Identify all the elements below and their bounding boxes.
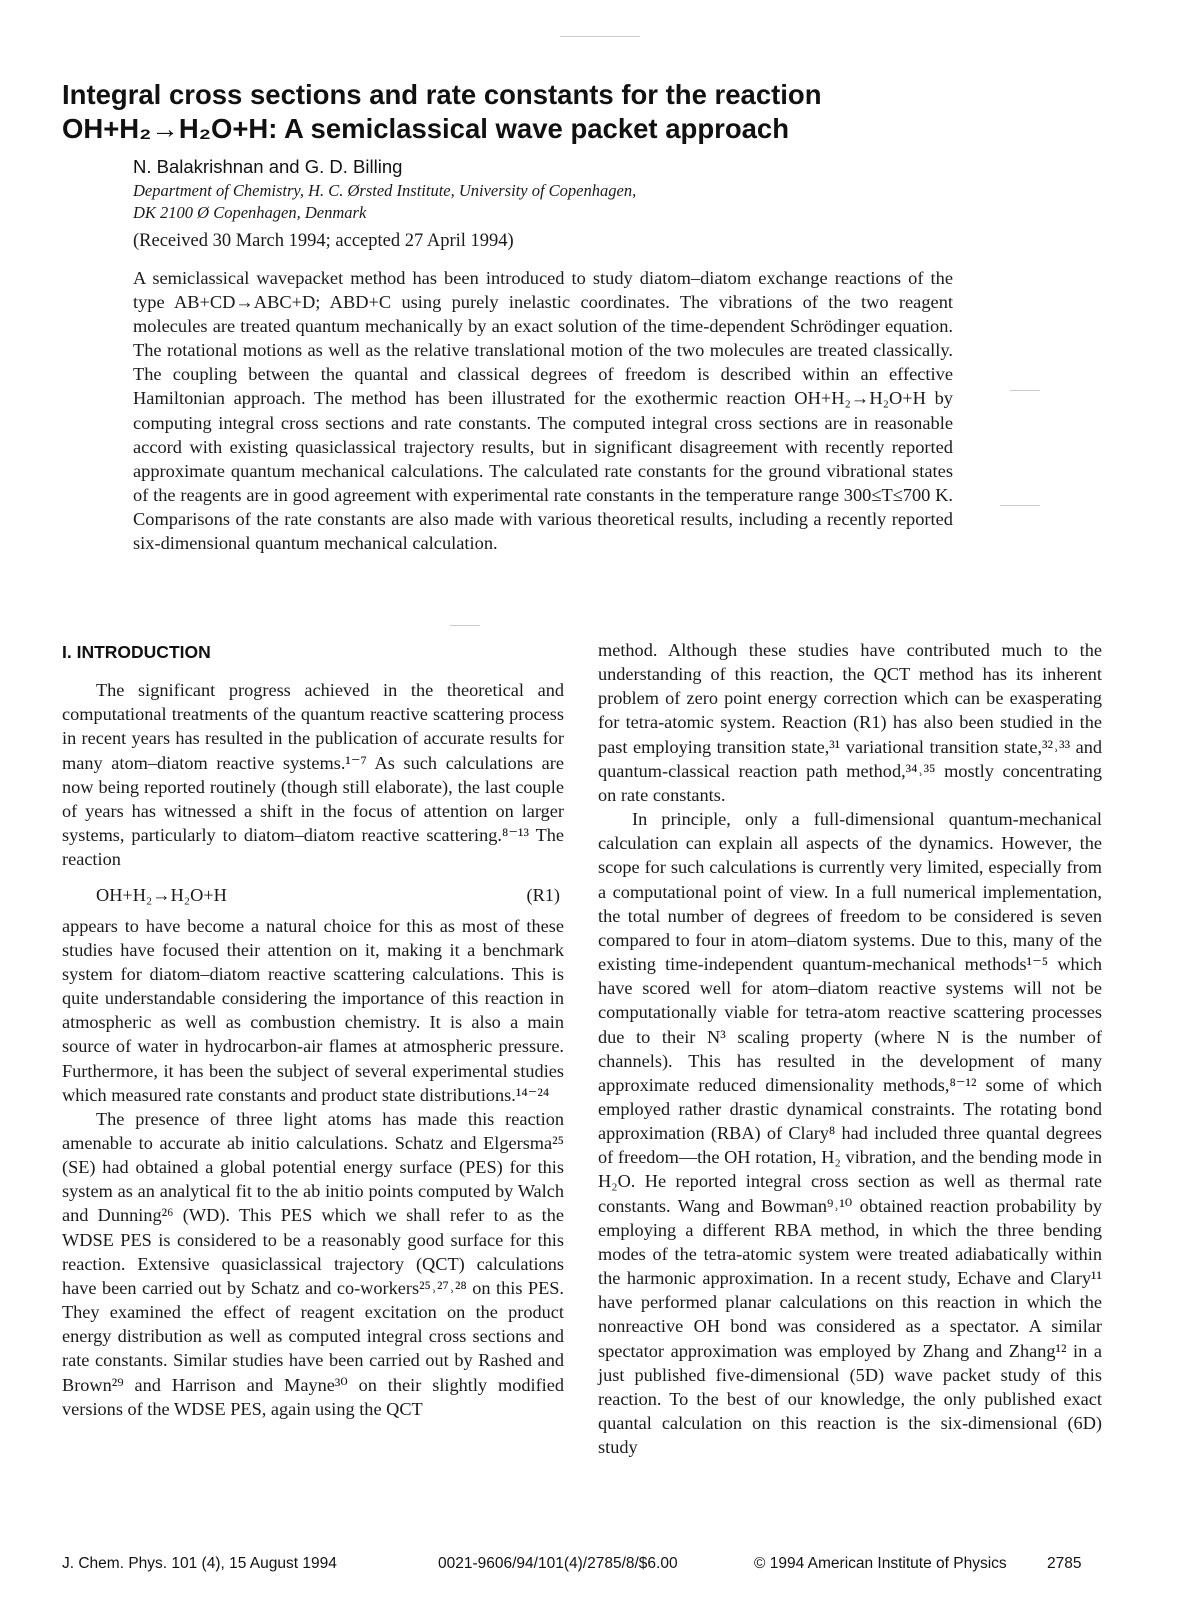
scan-artifact — [1010, 390, 1040, 391]
equation-r1 — [62, 871, 564, 911]
affiliation-line-1: Department of Chemistry, H. C. Ørsted Institute, University of Copenhagen, — [133, 181, 637, 200]
footer-issn: 0021-9606/94/101(4)/2785/8/$6.00 — [438, 1555, 678, 1572]
scan-artifact — [450, 625, 480, 626]
scan-artifact — [560, 36, 640, 37]
paragraph: The significant progress achieved in the theoretical and computational treatments of the quantum reactive scattering process in recent years has resulted in the publication of accurate results for many atom–diatom reactive systems.¹⁻⁷ As such calculations are now being reported routinely (though still elaborate), the last couple of years has witnessed a shift in the focus of attention on larger systems, particularly to diatom–diatom reactive scattering.⁸⁻¹³ The reaction — [62, 680, 564, 870]
footer-journal: J. Chem. Phys. 101 (4), 15 August 1994 — [62, 1555, 337, 1572]
scan-artifact — [1000, 505, 1040, 506]
paragraph: method. Although these studies have contributed much to the understanding of this reaction, the QCT method has its inherent problem of zero point energy correction which can be exasperating for tetra-atomic system. Reaction (R1) has also been studied in the past employing transition state,³¹ variational transition state,³²˒³³ and quantum-classical reaction path method,³⁴˒³⁵ mostly concentrating on rate constants. — [598, 640, 1102, 805]
title-line-2: OH+H₂→H₂O+H: A semiclassical wave packet approach — [62, 113, 790, 144]
equation-text: OH+H₂→H₂O+H — [96, 885, 227, 906]
paragraph: In principle, only a full-dimensional quantum-mechanical calculation can explain all aspects of the dynamics. However, the scope for such calculations is currently very limited, especially from a computational point of view. In a full numerical implementation, the total number of degrees of freedom to be considered is seven compared to four in atom–diatom systems. Due to this, many of the existing time-independent quantum-mechanical methods¹⁻⁵ which have scored well for atom–diatom reactive systems will not be computationally viable for tetra-atom reactive scattering processes due to their N³ scaling property (where N is the number of channels). This has resulted in the development of many approximate reduced dimensionality methods,⁸⁻¹² some of which employed rather drastic dynamical constraints. The rotating bond approximation (RBA) of Clary⁸ had included three quantal degrees of freedom—the OH rotation, H₂ vibration, and the bending mode in H₂O. He reported integral cross section as well as thermal rate constants. Wang and Bowman⁹˒¹⁰ obtained reaction probability by employing a different RBA method, in which the three bending modes of the tetra-atomic system were treated adiabatically within the harmonic approximation. In a recent study, Echave and Clary¹¹ have performed planar calculations on this reaction in which the nonreactive OH bond was considered as a spectator. A similar spectator approximation was employed by Zhang and Zhang¹² in a just published five-dimensional (5D) wave packet study of this reaction. To the best of our knowledge, the only published exact quantal calculation on this reaction is the six-dimensional (6D) study — [598, 809, 1102, 1458]
right-column — [598, 638, 1102, 1459]
affiliation — [133, 180, 833, 224]
paragraph: The presence of three light atoms has made this reaction amenable to accurate ab initio calculations. Schatz and Elgersma²⁵ (SE) had obtained a global potential energy surface (PES) for this system as an analytical fit to the ab initio points computed by Walch and Dunning²⁶ (WD). This PES which we shall refer to as the WDSE PES is considered to be a reasonably good surface for this reaction. Extensive quasiclassical trajectory (QCT) calculations have been carried out by Schatz and co-workers²⁵˒²⁷˒²⁸ on this PES. They examined the effect of reagent excitation on the product energy distribution as well as computed integral cross sections and rate constants. Similar studies have been carried out by Rashed and Brown²⁹ and Harrison and Mayne³⁰ on their slightly modified versions of the WDSE PES, again using the QCT — [62, 1108, 564, 1419]
affiliation-line-2: DK 2100 Ø Copenhagen, Denmark — [133, 203, 367, 222]
received-date: (Received 30 March 1994; accepted 27 April 1994) — [133, 231, 514, 251]
title-line-1: Integral cross sections and rate constants for the reaction — [62, 79, 822, 110]
footer-page-number: 2785 — [1047, 1555, 1082, 1572]
footer-copyright: © 1994 American Institute of Physics — [754, 1555, 1007, 1572]
left-column — [62, 638, 564, 1421]
abstract: A semiclassical wavepacket method has been introduced to study diatom–diatom exchange reactions of the type AB+CD→ABC+D; ABD+C using purely inelastic coordinates. The vibrations of the two reagent molecules are treated quantum mechanically by an exact solution of the time-dependent Schrödinger equation. The rotational motions as well as the relative translational motion of the two molecules are treated classically. The coupling between the quantal and classical degrees of freedom is described within an effective Hamiltonian approach. The method has been illustrated for the exothermic reaction OH+H₂→H₂O+H by computing integral cross sections and rate constants. The computed integral cross sections are in reasonable accord with existing quasiclassical trajectory results, but in significant disagreement with recently reported approximate quantum mechanical calculations. The calculated rate constants for the ground vibrational states of the reagents are in good agreement with experimental rate constants in the temperature range 300≤T≤700 K. Comparisons of the rate constants are also made with various theoretical results, including a recently reported six-dimensional quantum mechanical calculation. — [133, 268, 953, 554]
paragraph: appears to have become a natural choice for this as most of these studies have focused their attention on it, making it a benchmark system for diatom–diatom reactive scattering calculations. This is quite understandable considering the importance of this reaction in atmospheric as well as combustion chemistry. It is also a main source of water in hydrocarbon-air flames at atmospheric pressure. Furthermore, it has been the subject of several experimental studies which measured rate constants and product state distributions.¹⁴⁻²⁴ — [62, 915, 564, 1105]
section-heading: I. INTRODUCTION — [62, 642, 211, 662]
authors: N. Balakrishnan and G. D. Billing — [133, 156, 403, 177]
article-title — [62, 78, 962, 146]
equation-label: (R1) — [526, 885, 560, 906]
